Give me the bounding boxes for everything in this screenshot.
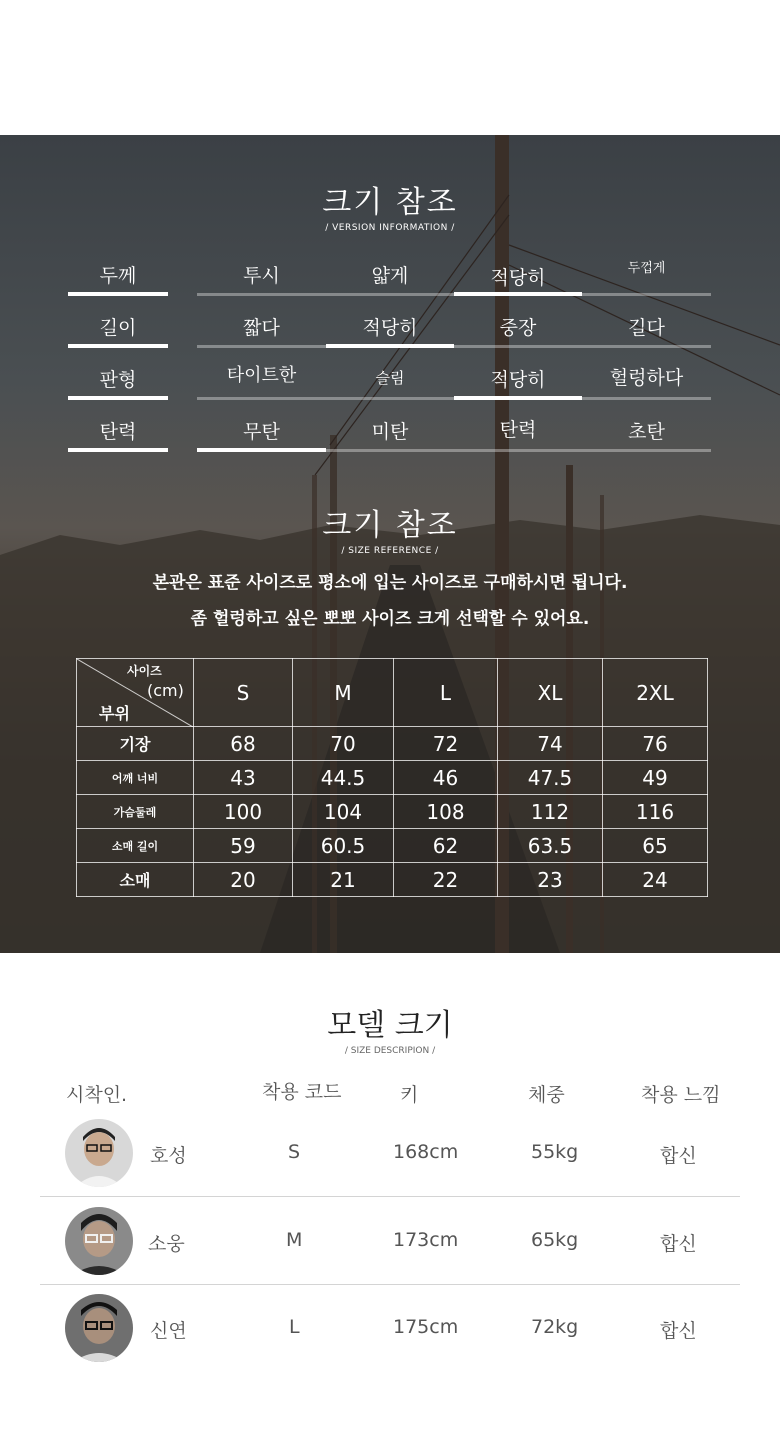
option-row [68,305,711,357]
option-row-label [68,253,168,305]
option-item [197,357,326,409]
table-cell: 47.5 [498,761,603,795]
version-info-title [0,177,780,233]
table-cell: 22 [394,863,498,897]
model-weight: 72kg [531,1316,579,1338]
model-size-title [0,1000,780,1056]
table-corner-header [77,659,194,727]
header-height: 키 [400,1084,419,1106]
option-underline [326,397,454,400]
table-cell: 76 [603,727,708,761]
avatar [65,1119,133,1187]
size-subtitle-text: / SIZE REFERENCE / [341,546,439,556]
table-cell: 74 [498,727,603,761]
model-height: 175cm [393,1316,459,1338]
size-note-line-1: 본관은 표준 사이즈로 평소에 입는 사이즈로 구매하시면 됩니다. [152,573,628,593]
option-underline [582,293,711,296]
table-cell: 65 [603,829,708,863]
option-item [326,357,454,409]
table-cell: 100 [194,795,293,829]
option-row-label [68,409,168,461]
option-row-label [68,305,168,357]
size-title-text: 크기 참조 [322,508,458,543]
option-underline [68,344,168,348]
option-text: 탄력 [499,419,537,441]
model-weight: 55kg [531,1141,579,1163]
header-wearer: 시착인. [66,1084,128,1106]
size-header-xl: XL [498,659,603,727]
table-cell: 104 [293,795,394,829]
option-item [197,253,326,305]
model-height: 173cm [393,1229,459,1251]
size-reference-title [0,500,780,556]
option-text: 적당히 [490,267,546,289]
table-cell: 63.5 [498,829,603,863]
option-row [68,357,711,409]
corner-unit-label: (cm) [147,681,184,700]
table-cell: 43 [194,761,293,795]
table-row [77,795,708,829]
option-text: 탄력 [99,421,137,443]
size-note-line-2: 좀 헐렁하고 싶은 뽀뽀 사이즈 크게 선택할 수 있어요. [190,609,590,629]
option-underline [68,292,168,296]
option-text: 적당히 [362,317,418,339]
option-text: 투시 [243,265,280,287]
model-fit: 합신 [660,1320,697,1342]
model-size: M [286,1229,303,1251]
option-text: 슬림 [375,369,405,387]
table-cell: 68 [194,727,293,761]
list-item [40,1284,740,1372]
row-label-length: 기장 [77,727,194,761]
option-text: 초탄 [628,421,665,443]
option-underline [197,448,326,452]
row-label-sleeve: 소매 [77,863,194,897]
option-underline [197,345,326,348]
option-underline [197,397,326,400]
option-item [582,253,711,305]
table-cell: 21 [293,863,394,897]
table-cell: 44.5 [293,761,394,795]
option-underline [454,292,582,296]
option-item [454,253,582,305]
list-item [40,1109,740,1197]
top-banner [0,0,780,135]
option-text: 두께 [99,265,137,287]
option-item [454,409,582,461]
model-name: 신연 [150,1320,187,1342]
option-row [68,253,711,305]
option-item [326,253,454,305]
list-item [40,1197,740,1285]
model-fit: 합신 [660,1233,697,1255]
option-item [582,357,711,409]
option-underline [582,345,711,348]
option-text: 짧다 [243,317,280,339]
option-text: 적당히 [490,369,546,391]
row-label-sleeve-length: 소매 길이 [77,829,194,863]
table-cell: 72 [394,727,498,761]
option-item [582,409,711,461]
table-row [77,761,708,795]
option-item [326,305,454,357]
size-header-m: M [293,659,394,727]
option-text: 타이트한 [226,365,297,386]
option-text: 무탄 [243,421,280,443]
table-cell: 20 [194,863,293,897]
option-item [454,357,582,409]
option-item [582,305,711,357]
size-header-l: L [394,659,498,727]
avatar [65,1294,133,1362]
model-name: 소웅 [148,1233,185,1255]
model-title-text: 모델 크기 [327,1008,453,1043]
option-text: 판형 [99,369,137,391]
header-fit: 착용 느낌 [641,1084,721,1106]
table-cell: 62 [394,829,498,863]
table-cell: 112 [498,795,603,829]
option-text: 헐렁하다 [609,367,684,389]
option-underline [326,449,454,452]
option-text: 얇게 [371,265,409,287]
table-row [77,829,708,863]
option-underline [68,396,168,400]
table-cell: 59 [194,829,293,863]
header-weight: 체중 [528,1084,565,1106]
option-underline [582,449,711,452]
size-table [76,658,708,897]
option-underline [197,293,326,296]
option-item [197,409,326,461]
model-subtitle-text: / SIZE DESCRIPION / [344,1046,436,1056]
table-cell: 60.5 [293,829,394,863]
row-label-shoulder: 어깨 너비 [77,761,194,795]
option-item [326,409,454,461]
table-row [77,863,708,897]
table-cell: 70 [293,727,394,761]
table-cell: 46 [394,761,498,795]
option-underline [582,397,711,400]
table-row [77,727,708,761]
option-text: 길다 [628,317,665,339]
corner-part-label: 부위 [99,704,130,723]
option-underline [326,293,454,296]
option-row [68,409,711,461]
model-weight: 65kg [531,1229,579,1251]
option-row-label [68,357,168,409]
corner-size-label: 사이즈 [127,664,162,678]
option-underline [454,396,582,400]
version-title-text: 크기 참조 [322,185,458,220]
size-header-2xl: 2XL [603,659,708,727]
row-label-chest: 가슴둘레 [77,795,194,829]
option-text: 두껍게 [627,261,666,276]
model-name: 호성 [150,1145,187,1167]
option-item [197,305,326,357]
option-text: 미탄 [371,421,409,443]
option-underline [68,448,168,452]
model-height: 168cm [393,1141,459,1163]
table-cell: 24 [603,863,708,897]
model-fit: 합신 [660,1145,697,1167]
header-wear-size: 착용 코드 [262,1081,342,1103]
option-text: 길이 [99,317,137,339]
table-cell: 108 [394,795,498,829]
table-cell: 23 [498,863,603,897]
option-underline [326,344,454,348]
option-underline [454,345,582,348]
option-text: 중장 [499,317,537,339]
table-cell: 49 [603,761,708,795]
option-underline [454,449,582,452]
version-subtitle-text: / VERSION INFORMATION / [325,223,455,233]
option-item [454,305,582,357]
model-size: S [288,1141,301,1163]
model-size: L [289,1316,300,1338]
table-cell: 116 [603,795,708,829]
avatar [65,1207,133,1275]
size-header-s: S [194,659,293,727]
